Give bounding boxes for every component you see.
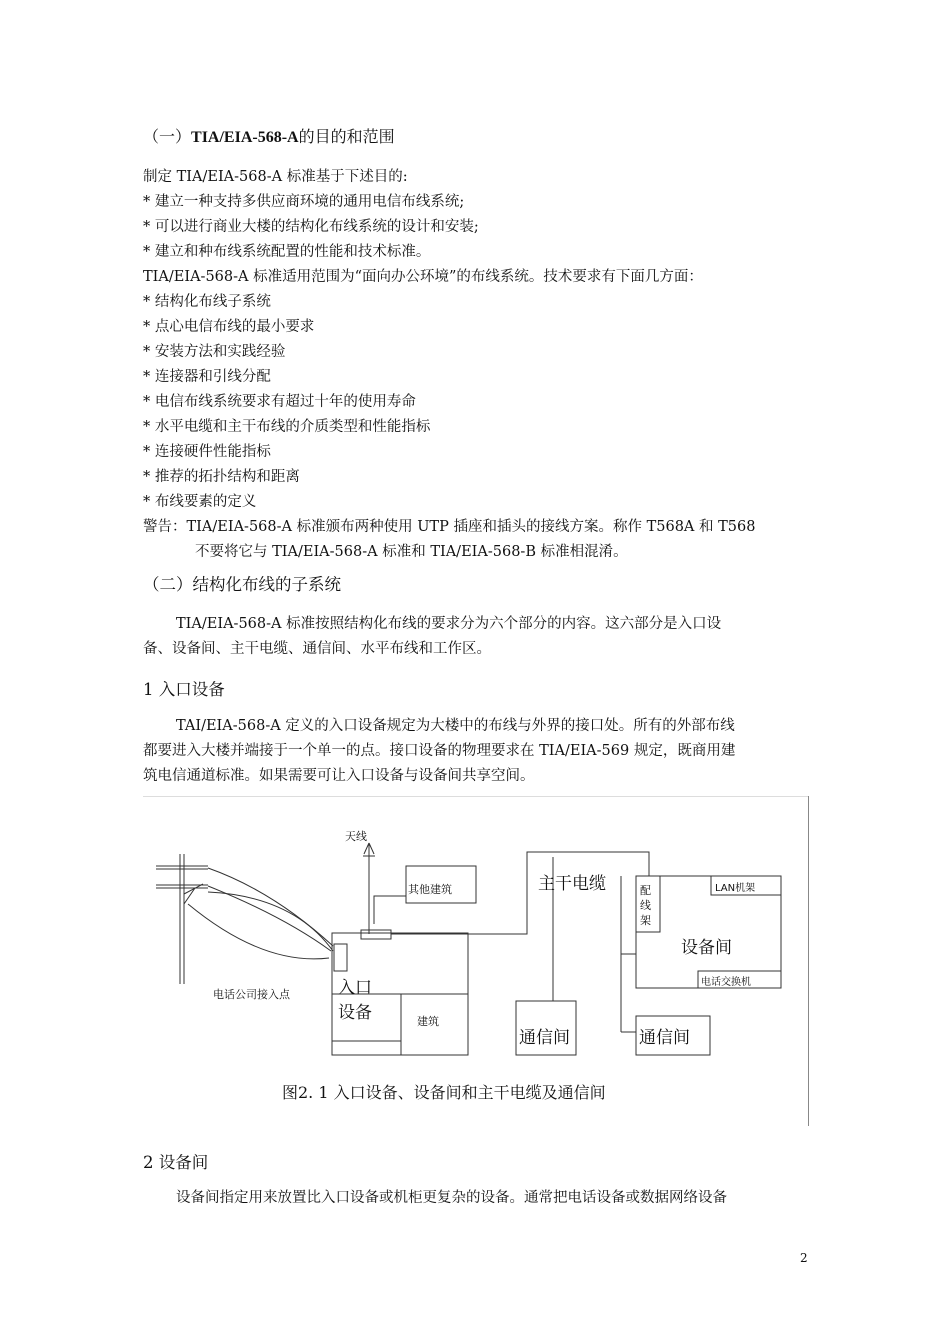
list-item: * 推荐的拓扑结构和距离 bbox=[143, 469, 300, 485]
label-building: 建筑 bbox=[417, 1015, 439, 1028]
purpose-intro: 制定 TIA/EIA-568-A 标准基于下述目的: bbox=[143, 169, 408, 185]
subsection1-paragraph bbox=[143, 714, 735, 789]
section2-paragraph bbox=[143, 612, 721, 662]
list-item: * 布线要素的定义 bbox=[143, 494, 257, 510]
figure-entrance-diagram bbox=[143, 796, 809, 1126]
label-frame-1: 配 bbox=[640, 884, 651, 897]
list-item: * 建立一种支持多供应商环境的通用电信布线系统; bbox=[143, 194, 465, 210]
label-entrance-2: 设备 bbox=[338, 1003, 372, 1023]
paragraph-line: 设备间指定用来放置比入口设备或机柜更复杂的设备。通常把电话设备或数据网络设备 bbox=[176, 1190, 727, 1206]
roof-connector bbox=[361, 930, 391, 939]
antenna-icon bbox=[363, 843, 375, 934]
link-line bbox=[374, 896, 406, 924]
list-item: * 连接硬件性能指标 bbox=[143, 444, 271, 460]
subsection-heading-2: 2 设备间 bbox=[143, 1153, 209, 1172]
list-item: * 连接器和引线分配 bbox=[143, 369, 271, 385]
list-item: * 安装方法和实践经验 bbox=[143, 344, 286, 360]
section-title-rest: 的目的和范围 bbox=[298, 127, 395, 146]
label-backbone: 主干电缆 bbox=[538, 874, 606, 894]
section-heading-1 bbox=[143, 124, 395, 147]
subsection2-paragraph bbox=[143, 1186, 727, 1211]
scope-intro: TIA/EIA-568-A 标准适用范围为“面向办公环境”的布线系统。技术要求有下面几方面： bbox=[143, 269, 703, 285]
list-item: * 结构化布线子系统 bbox=[143, 294, 271, 310]
label-lan-rack: LAN机架 bbox=[715, 883, 756, 894]
diagram-svg bbox=[143, 796, 809, 1126]
list-item: * 水平电缆和主干布线的介质类型和性能指标 bbox=[143, 419, 431, 435]
section-prefix: （一） bbox=[143, 127, 192, 146]
label-antenna: 天线 bbox=[345, 830, 367, 843]
list-item: * 可以进行商业大楼的结构化布线系统的设计和安装; bbox=[143, 219, 479, 235]
label-frame-3: 架 bbox=[640, 914, 651, 927]
telephone-wire bbox=[188, 868, 333, 959]
figure-caption: 图2. 1 入口设备、设备间和主干电缆及通信间 bbox=[282, 1083, 606, 1102]
warning-line-2: 不要将它与 TIA/EIA-568-A 标准和 TIA/EIA-568-B 标准相混淆。 bbox=[195, 544, 628, 560]
paragraph-line: 筑电信通道标准。如果需要可让入口设备与设备间共享空间。 bbox=[143, 768, 535, 784]
label-telecom-room-1: 通信间 bbox=[519, 1028, 570, 1048]
label-phone-switch: 电话交换机 bbox=[701, 977, 751, 988]
section-title-bold: TIA/EIA-568-A bbox=[191, 129, 299, 146]
label-frame-2: 线 bbox=[640, 899, 651, 912]
utility-pole-icon bbox=[156, 854, 208, 984]
section-heading-2: （二）结构化布线的子系统 bbox=[143, 575, 341, 594]
entrance-socket bbox=[334, 944, 347, 971]
warning-line-1: 警告：TIA/EIA-568-A 标准颁布两种使用 UTP 插座和插头的接线方案。称作 T568A 和 T568 bbox=[143, 519, 756, 535]
label-entrance-1: 入口 bbox=[338, 978, 372, 998]
label-phone-access: 电话公司接入点 bbox=[213, 988, 290, 1001]
page-number: 2 bbox=[800, 1251, 808, 1265]
purpose-block bbox=[143, 165, 755, 565]
subsection-heading-1: 1 入口设备 bbox=[143, 680, 225, 699]
label-telecom-room-2: 通信间 bbox=[639, 1028, 690, 1048]
paragraph-line: 都要进入大楼并端接于一个单一的点。接口设备的物理要求在 TIA/EIA-569 规定，既商用建 bbox=[143, 743, 736, 759]
list-item: * 建立和种布线系统配置的性能和技术标准。 bbox=[143, 244, 431, 260]
label-other-building: 其他建筑 bbox=[408, 883, 452, 896]
paragraph-line: 备、设备间、主干电缆、通信间、水平布线和工作区。 bbox=[143, 641, 491, 657]
list-item: * 电信布线系统要求有超过十年的使用寿命 bbox=[143, 394, 416, 410]
paragraph-line: TIA/EIA-568-A 标准按照结构化布线的要求分为六个部分的内容。这六部分是入口设 bbox=[176, 616, 722, 632]
label-equipment-room: 设备间 bbox=[681, 938, 732, 958]
list-item: * 点心电信布线的最小要求 bbox=[143, 319, 315, 335]
paragraph-line: TAI/EIA-568-A 定义的入口设备规定为大楼中的布线与外界的接口处。所有的外部布线 bbox=[176, 718, 735, 734]
